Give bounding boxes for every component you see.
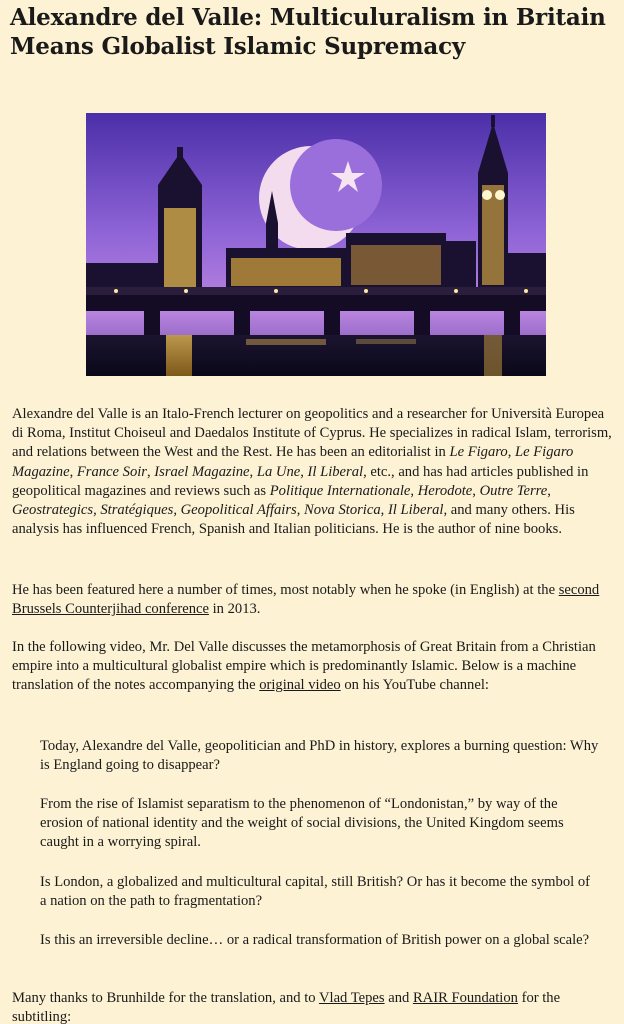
outlet-le-figaro-magazine: Le Figaro Magazine <box>12 444 574 480</box>
separator: , <box>249 463 257 480</box>
separator: , <box>300 463 308 480</box>
rair-foundation-link[interactable]: RAIR Foundation <box>412 990 518 1006</box>
video-intro-paragraph <box>12 638 618 696</box>
blockquote-paragraph: Is London, a globalized and multicultural capital, still British? Or has it become the symbol of a nation on the path to fragmentation? <box>40 874 590 910</box>
separator: , <box>410 482 418 499</box>
review-strategiques: Stratégiques <box>100 502 174 519</box>
separator: , <box>507 444 516 461</box>
review-nova-storica: Nova Storica <box>304 502 381 519</box>
video-intro-text-2: on his YouTube channel: <box>340 677 489 694</box>
separator: , <box>69 463 77 480</box>
separator: , <box>472 482 480 499</box>
thanks-text-2: and <box>384 990 413 1006</box>
vlad-tepes-link[interactable]: Vlad Tepes <box>318 990 385 1006</box>
review-outre-terre: Outre Terre <box>479 482 548 499</box>
thanks-text-3: for the subtitling: <box>12 990 561 1024</box>
separator: , <box>296 502 305 519</box>
bio-text-2: , etc., and has had articles published in geopolitical magazines and reviews such as <box>12 463 589 499</box>
crescent-moon-over-westminster-icon <box>86 113 546 376</box>
review-politique-internationale: Politique Internationale <box>269 482 411 499</box>
original-video-link[interactable]: original video <box>259 677 341 694</box>
outlet-il-liberal: Il Liberal <box>307 463 364 480</box>
separator: , <box>93 502 101 519</box>
review-geostrategics: Geostrategics <box>12 502 94 519</box>
featured-text-2: in 2013. <box>208 601 261 618</box>
bio-text-1: Alexandre del Valle is an Italo-French lecturer on geopolitics and a researcher for Università Europea di Roma, Institut Choiseul and Daedalos Institute of Cyprus. He specializes in radical Islam, terrorism, and relations between the West and the Rest. He has been an editorialist in <box>12 406 612 461</box>
outlet-france-soir: France Soir <box>76 463 147 480</box>
thanks-paragraph <box>12 989 618 1024</box>
outlet-le-figaro: Le Figaro <box>449 444 508 461</box>
outlet-israel-magazine: Israel Magazine <box>154 463 250 480</box>
review-il-liberal: Il Liberal <box>387 502 444 519</box>
blockquote-paragraph: Today, Alexandre del Valle, geopolitician and PhD in history, explores a burning question: Why is England going to disappear? <box>40 738 599 774</box>
separator: , <box>547 482 551 499</box>
featured-paragraph <box>12 581 618 619</box>
review-geopolitical-affairs: Geopolitical Affairs <box>180 502 297 519</box>
blockquote-paragraph: From the rise of Islamist separatism to the phenomenon of “Londonistan,” by way of the erosion of national identity and the weight of social divisions, the United Kingdom seems caught in a worrying spiral. <box>40 796 564 851</box>
article-title: Alexandre del Valle: Multiculuralism in Britain Means Globalist Islamic Supremacy <box>10 4 606 60</box>
hero-image <box>86 113 546 376</box>
bio-text-3: , and many others. His analysis has influenced French, Spanish and Italian politicians. He is the author of nine books. <box>12 502 575 538</box>
outlet-la-une: La Une <box>256 463 301 480</box>
author-bio <box>12 405 618 539</box>
blockquote-paragraph: Is this an irreversible decline… or a radical transformation of British power on a global scale? <box>40 932 590 948</box>
separator: , <box>146 463 155 480</box>
review-herodote: Herodote <box>417 482 473 499</box>
separator: , <box>380 502 388 519</box>
thanks-text-1: Many thanks to Brunhilde for the translation, and to <box>12 990 319 1006</box>
brussels-conference-link[interactable]: second Brussels Counterjihad conference <box>12 582 600 618</box>
featured-text-1: He has been featured here a number of times, most notably when he spoke (in English) at the <box>12 582 559 598</box>
video-intro-text-1: In the following video, Mr. Del Valle discusses the metamorphosis of Great Britain from a Christian empire into a multicultural globalist empire which is predominantly Islamic. Below is a machine translation of the notes accompanying the <box>12 639 596 694</box>
separator: , <box>173 502 181 519</box>
